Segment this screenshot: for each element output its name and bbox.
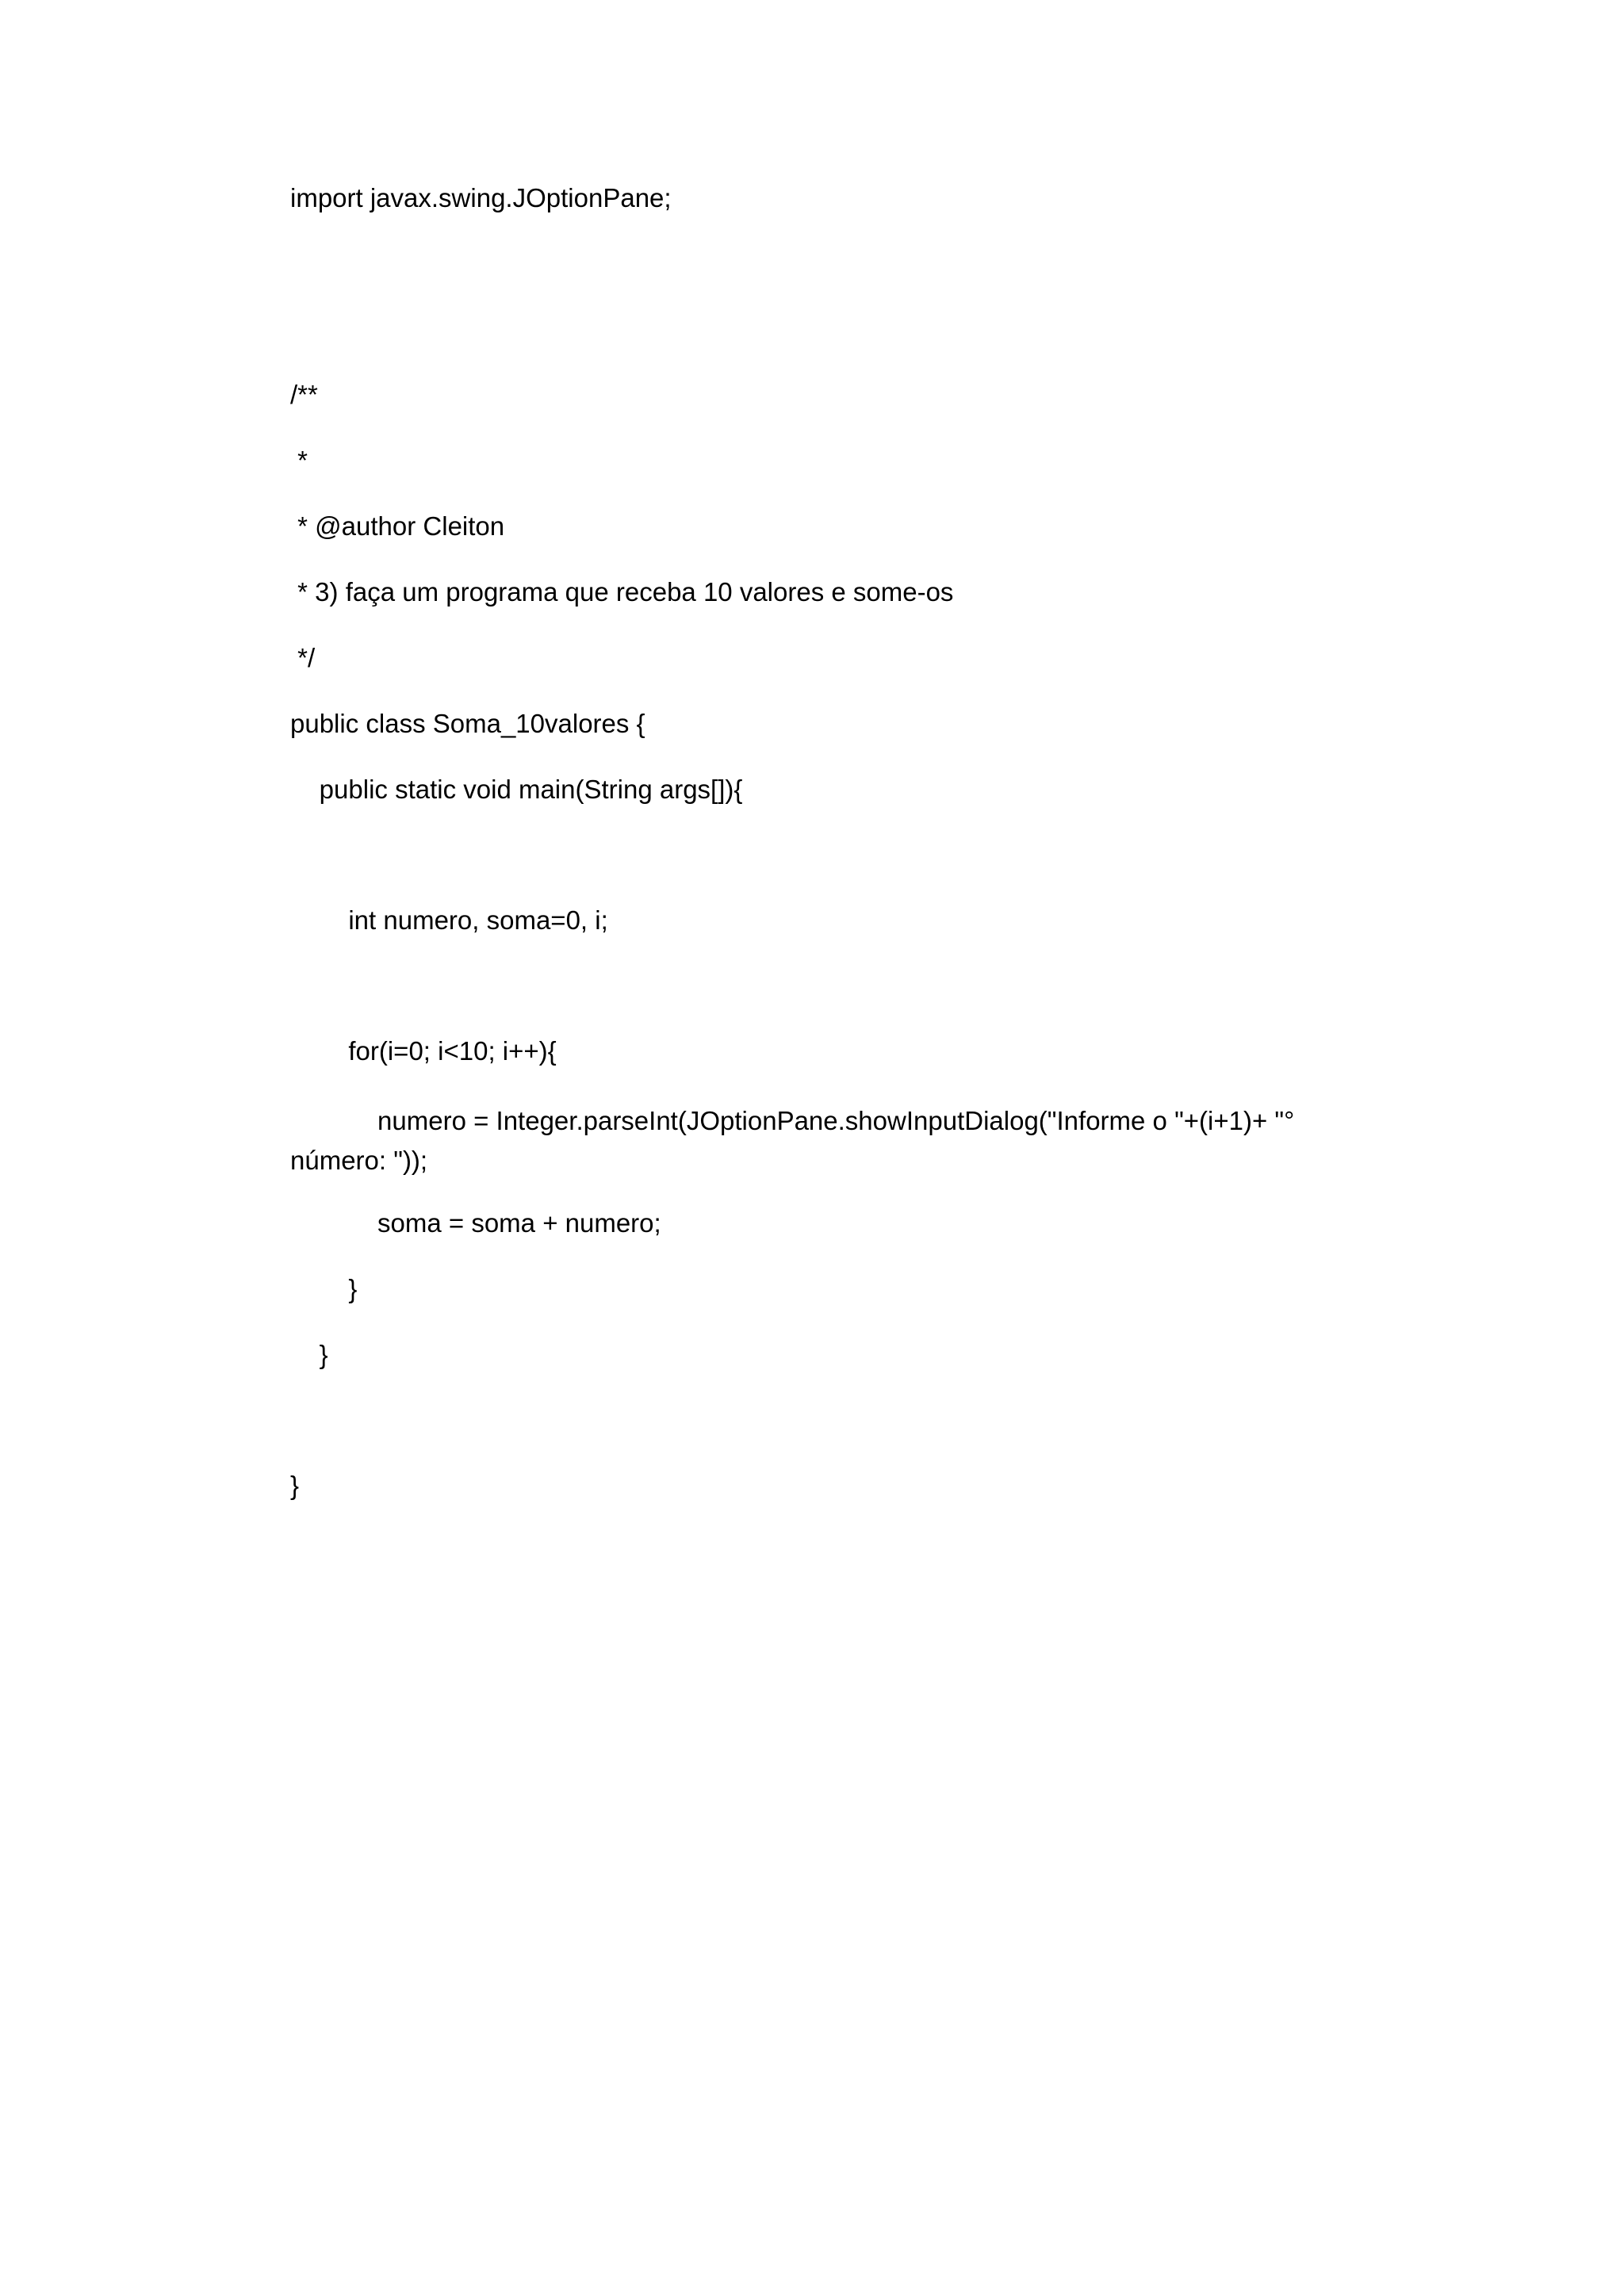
code-line-description: * 3) faça um programa que receba 10 valores e some-os [290,577,954,607]
code-line-comment-star: * [290,446,308,475]
code-line-author: * @author Cleiton [290,511,505,541]
code-line-class-declaration: public class Soma_10valores { [290,709,645,738]
code-line-close-main: } [290,1340,328,1369]
code-line-sum: soma = soma + numero; [290,1208,661,1238]
code-line-comment-close: */ [290,643,316,672]
code-line-import: import javax.swing.JOptionPane; [290,183,672,212]
code-line-comment-open: /** [290,380,318,409]
code-line-variables: int numero, soma=0, i; [290,905,608,935]
code-line-main-method: public static void main(String args[]){ [290,775,743,804]
code-line-input-dialog: numero = Integer.parseInt(JOptionPane.showInputDialog("Informe o "+(i+1)+ "° número: ")); [290,1106,1302,1175]
code-line-close-class: } [290,1471,300,1500]
code-line-for-loop: for(i=0; i<10; i++){ [290,1036,557,1066]
code-line-close-for: } [290,1274,358,1303]
